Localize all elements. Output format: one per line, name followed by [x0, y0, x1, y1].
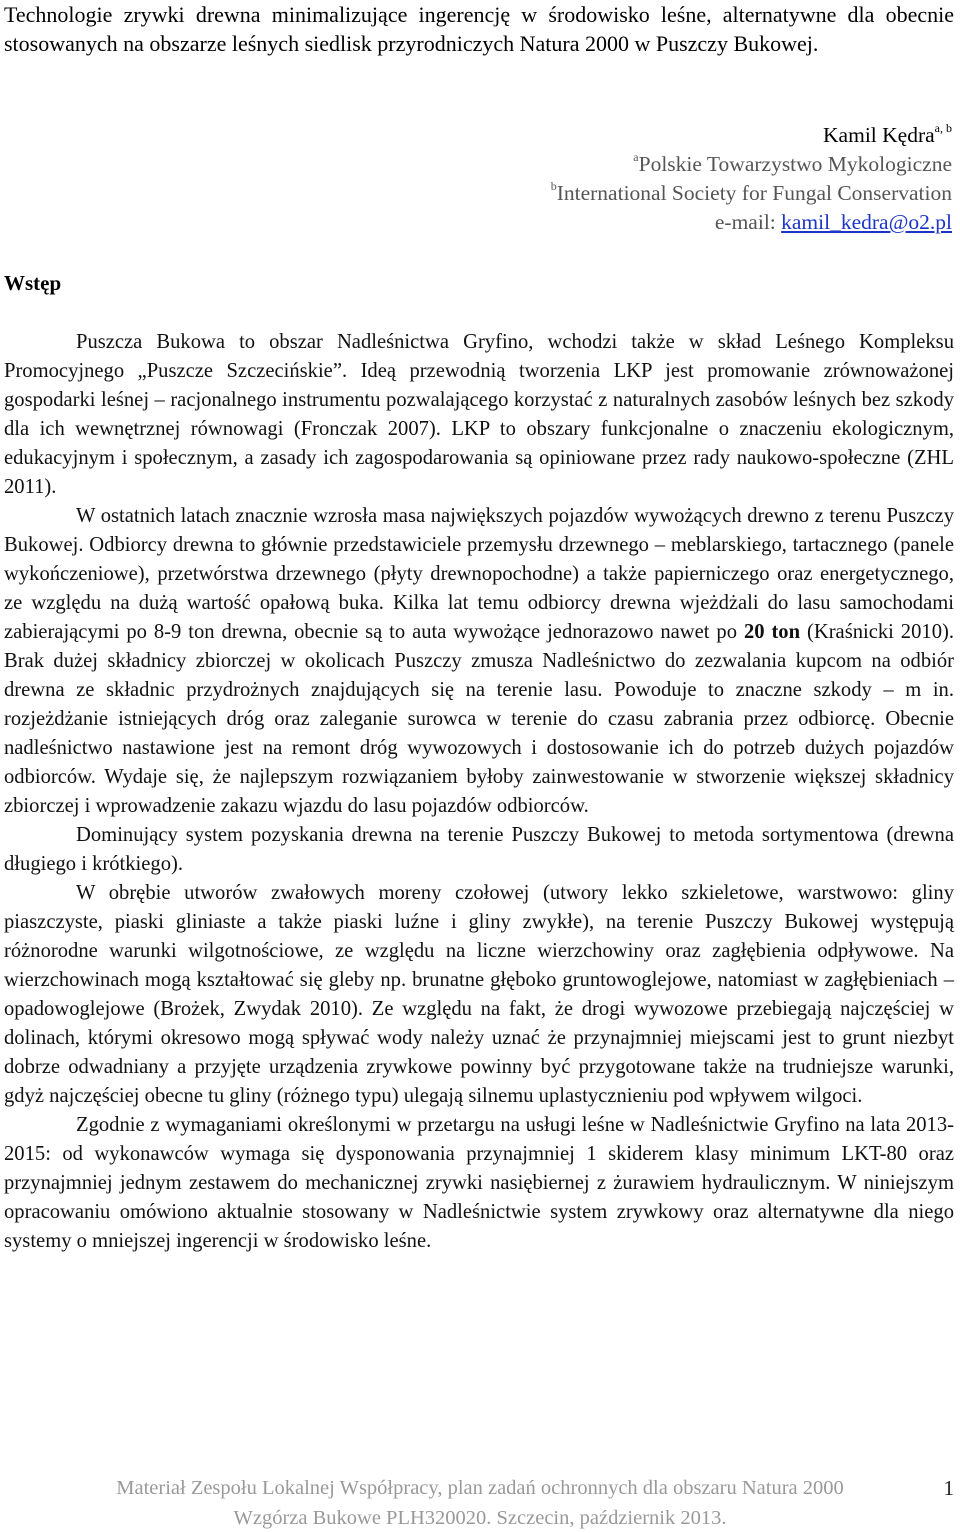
paragraph — [4, 879, 954, 1111]
email-line — [551, 208, 952, 237]
affiliation-b-marker: b — [550, 179, 557, 193]
author-block — [551, 121, 952, 237]
paragraph-text-cont: (Kraśnicki 2010). Brak dużej składnicy zbiorczej w okolicach Puszczy zmusza Nadleśnictwo do zezwalania kupcom na odbiór drewna ze składnic przydrożnych znajdujących się na terenie lasu. Powoduje to znaczne szkody – m in. rozjeżdżanie istniejących dróg oraz zaleganie surowca w terenie do czasu zabrania przez odbiorcę. Obecnie nadleśnictwo nastawione jest na remont dróg wywozowych i dostosowanie ich do potrzeb dużych pojazdów odbiorców. Wydaje się, że najlepszym rozwiązaniem byłoby zainwestowanie w stworzenie większej składnicy zbiorczej i wprowadzenie zakazu wjazdu do lasu pojazdów odbiorców. — [4, 621, 954, 817]
paragraph-text: Dominujący system pozyskania drewna na terenie Puszczy Bukowej to metoda sortymentowa (drewna długiego i krótkiego). — [4, 824, 954, 875]
author-line — [551, 121, 952, 150]
paragraph-text: Puszcza Bukowa to obszar Nadleśnictwa Gryfino, wchodzi także w skład Leśnego Kompleksu Promocyjnego „Puszcze Szczecińskie”. Ideą przewodnią tworzenia LKP jest promowanie zrównoważonej gospodarki leśnej – racjonalnego instrumentu pozwalającego korzystać z naturalnych zasobów leśnych bez szkody dla ich wewnętrznej równowagi (Fronczak 2007). LKP to obszary funkcjonalne o znaczeniu ekologicznym, edukacyjnym i społecznym, a zasady ich zagospodarowania są opiniowane przez rady naukowo-społeczne (ZHL 2011). — [4, 331, 954, 498]
footer-line-2: Wzgórza Bukowe PLH320020. Szczecin, październik 2013. — [233, 1507, 727, 1529]
author-superscript: a, b — [934, 121, 952, 135]
paragraph — [4, 821, 954, 879]
body-text — [4, 328, 954, 1256]
email-link[interactable]: kamil_kedra@o2.pl — [781, 210, 952, 234]
paragraph-text: Zgodnie z wymaganiami określonymi w przetargu na usługi leśne w Nadleśnictwie Gryfino na lata 2013-2015: od wykonawców wymaga się dysponowania przynajmniej 1 skiderem klasy minimum LKT-80 oraz przynajmniej jednym zestawem do mechanicznej zrywki nasiębiernej z żurawiem hydraulicznym. W niniejszym opracowaniu omówiono aktualnie stosowany w Nadleśnictwie system zrywkowy oraz alternatywne dla niego systemy o mniejszej ingerencji w środowisko leśne. — [4, 1114, 954, 1252]
section-heading: Wstęp — [4, 271, 62, 295]
email-label: e-mail: — [714, 210, 782, 234]
affiliation-a-marker: a — [633, 150, 639, 164]
page-footer — [0, 1473, 960, 1533]
affiliation-a-text: Polskie Towarzystwo Mykologiczne — [638, 152, 952, 176]
document-title: Technologie zrywki drewna minimalizujące ingerencję w środowisko leśne, alternatywne dla obecnie stosowanych na obszarze leśnych siedlisk przyrodniczych Natura 2000 w Puszczy Bukowej. — [4, 2, 954, 56]
affiliation-a — [551, 150, 952, 179]
page-number: 1 — [943, 1476, 954, 1500]
paragraph-bold: 20 ton — [743, 621, 801, 643]
paragraph-text: W obrębie utworów zwałowych moreny czołowej (utwory lekko szkieletowe, warstwowo: gliny piaszczyste, piaski gliniaste a także piaski luźne i gliny zwykłe), na terenie Puszczy Bukowej występują różnorodne warunki wilgotnościowe, ze względu na liczne wierzchowiny oraz zagłębienia odpływowe. Na wierzchowinach mogą kształtować się gleby np. brunatne głęboko gruntowoglejowe, natomiast w zagłębieniach – opadowoglejowe (Brożek, Zwydak 2010). Ze względu na fakt, że drogi wywozowe przebiegają najczęściej w dolinach, którymi okresowo mogą spływać wody należy uznać że przynajmniej miejscami jest to grunt niezbyt dobrze odwadniany a przyjęte urządzenia zrywkowe powinny być przygotowane także na trudniejsze warunki, gdyż najczęściej obecne tu gliny (różnego typu) ulegają silnemu uplastycznieniu pod wpływem wilgoci. — [4, 882, 954, 1107]
paragraph-text: W ostatnich latach znacznie wzrosła masa największych pojazdów wywożących drewno z terenu Puszczy Bukowej. Odbiorcy drewna to głównie przedstawiciele przemysłu drzewnego – meblarskiego, tartacznego (panele wykończeniowe), przetwórstwa drzewnego (płyty drewnopochodne) a także papierniczego oraz energetycznego, ze względu na dużą wartość opałową buka. Kilka lat temu odbiorcy drewna wjeżdżali do lasu samochodami zabierającymi po 8-9 ton drewna, obecnie są to auta wywożące jednorazowo nawet po — [4, 505, 954, 643]
paragraph — [4, 328, 954, 502]
affiliation-b — [551, 179, 952, 208]
affiliation-b-text: International Society for Fungal Conservation — [556, 181, 952, 205]
paragraph — [4, 1111, 954, 1256]
footer-line-1: Materiał Zespołu Lokalnej Współpracy, plan zadań ochronnych dla obszaru Natura 2000 — [116, 1477, 844, 1499]
author-name: Kamil Kędra — [823, 123, 935, 147]
paragraph — [4, 502, 954, 821]
